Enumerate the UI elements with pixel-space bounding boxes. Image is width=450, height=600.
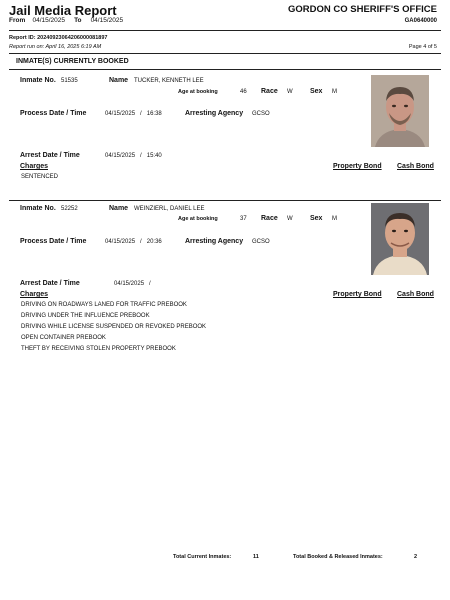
process-time: 16:38 bbox=[146, 111, 162, 117]
race-label: Race bbox=[261, 88, 278, 95]
charges-label: Charges bbox=[20, 291, 49, 298]
property-bond-label: Property Bond bbox=[333, 291, 382, 298]
property-bond-label: Property Bond bbox=[333, 163, 382, 170]
total-current-label: Total Current Inmates: bbox=[173, 554, 232, 560]
arrest-sep: / bbox=[140, 153, 142, 159]
sex-value: M bbox=[332, 216, 337, 222]
from-date: 04/15/2025 bbox=[32, 17, 66, 24]
header-divider bbox=[9, 30, 441, 31]
arrest-date: 04/15/2025 bbox=[105, 153, 136, 159]
arrest-label: Arrest Date / Time bbox=[20, 280, 80, 287]
sex-value: M bbox=[332, 89, 337, 95]
age-label: Age at booking bbox=[178, 89, 218, 95]
agency-value: GCSO bbox=[252, 111, 270, 117]
inmate-no: 52252 bbox=[61, 206, 78, 212]
to-date: 04/15/2025 bbox=[90, 17, 124, 24]
meta-divider bbox=[9, 53, 441, 54]
cash-bond-label: Cash Bond bbox=[397, 163, 434, 170]
from-label: From bbox=[9, 17, 26, 24]
name-label: Name bbox=[109, 205, 129, 212]
arrest-time: 15:40 bbox=[146, 153, 162, 159]
inmate-name: TUCKER, KENNETH LEE bbox=[134, 78, 204, 84]
charge-item: DRIVING WHILE LICENSE SUSPENDED OR REVOKED PREBOOK bbox=[21, 324, 207, 330]
arrest-date: 04/15/2025 bbox=[114, 281, 145, 287]
ori-code: GA0640000 bbox=[404, 18, 437, 24]
agency-value: GCSO bbox=[252, 239, 270, 245]
age-value: 37 bbox=[240, 216, 247, 222]
charge-item: DRIVING ON ROADWAYS LANED FOR TRAFFIC PREBOOK bbox=[21, 302, 187, 308]
charge-item: SENTENCED bbox=[21, 174, 59, 180]
age-label: Age at booking bbox=[178, 216, 218, 222]
process-time: 20:36 bbox=[146, 239, 162, 245]
page-number: Page 4 of 5 bbox=[408, 44, 437, 50]
process-date: 04/15/2025 bbox=[105, 239, 136, 245]
run-on: Report run on: April 16, 2025 6:19 AM bbox=[9, 44, 102, 50]
inmate-photo bbox=[371, 203, 429, 275]
process-sep: / bbox=[140, 111, 142, 117]
agency-label: Arresting Agency bbox=[185, 238, 244, 245]
total-released-label: Total Booked & Released Inmates: bbox=[293, 554, 383, 560]
arrest-datetime bbox=[105, 153, 162, 159]
report-title: Jail Media Report bbox=[9, 3, 117, 18]
age-value: 46 bbox=[240, 89, 247, 95]
charges-label: Charges bbox=[20, 163, 49, 170]
date-range bbox=[9, 17, 123, 24]
total-released-value: 2 bbox=[414, 554, 418, 560]
name-label: Name bbox=[109, 77, 129, 84]
race-value: W bbox=[287, 216, 293, 222]
report-id: Report ID: 20240923064206000081897 bbox=[9, 35, 108, 41]
race-value: W bbox=[287, 89, 293, 95]
process-date: 04/15/2025 bbox=[105, 111, 136, 117]
inmate-name: WEINZIERL, DANIEL LEE bbox=[134, 206, 205, 212]
process-datetime bbox=[105, 239, 162, 245]
sex-label: Sex bbox=[310, 215, 323, 222]
process-sep: / bbox=[140, 239, 142, 245]
sex-label: Sex bbox=[310, 88, 323, 95]
cash-bond-label: Cash Bond bbox=[397, 291, 434, 298]
arrest-sep: / bbox=[149, 281, 151, 287]
process-label: Process Date / Time bbox=[20, 238, 87, 245]
process-label: Process Date / Time bbox=[20, 110, 87, 117]
process-datetime bbox=[105, 111, 162, 117]
section-divider bbox=[9, 69, 441, 70]
charge-item: DRIVING UNDER THE INFLUENCE PREBOOK bbox=[21, 313, 150, 319]
arrest-label: Arrest Date / Time bbox=[20, 152, 80, 159]
office-name: GORDON CO SHERIFF'S OFFICE bbox=[288, 4, 437, 15]
record-divider bbox=[9, 200, 441, 201]
inmate-no-label: Inmate No. bbox=[20, 205, 56, 212]
total-current-value: 11 bbox=[253, 554, 259, 560]
race-label: Race bbox=[261, 215, 278, 222]
agency-label: Arresting Agency bbox=[185, 110, 244, 117]
charge-item: OPEN CONTAINER PREBOOK bbox=[21, 335, 106, 341]
arrest-datetime bbox=[114, 281, 154, 287]
section-title: INMATE(S) CURRENTLY BOOKED bbox=[16, 58, 129, 65]
to-label: To bbox=[74, 17, 82, 24]
charge-item: THEFT BY RECEIVING STOLEN PROPERTY PREBOOK bbox=[21, 346, 176, 352]
inmate-photo bbox=[371, 75, 429, 147]
inmate-no-label: Inmate No. bbox=[20, 77, 56, 84]
inmate-no: 51535 bbox=[61, 78, 78, 84]
